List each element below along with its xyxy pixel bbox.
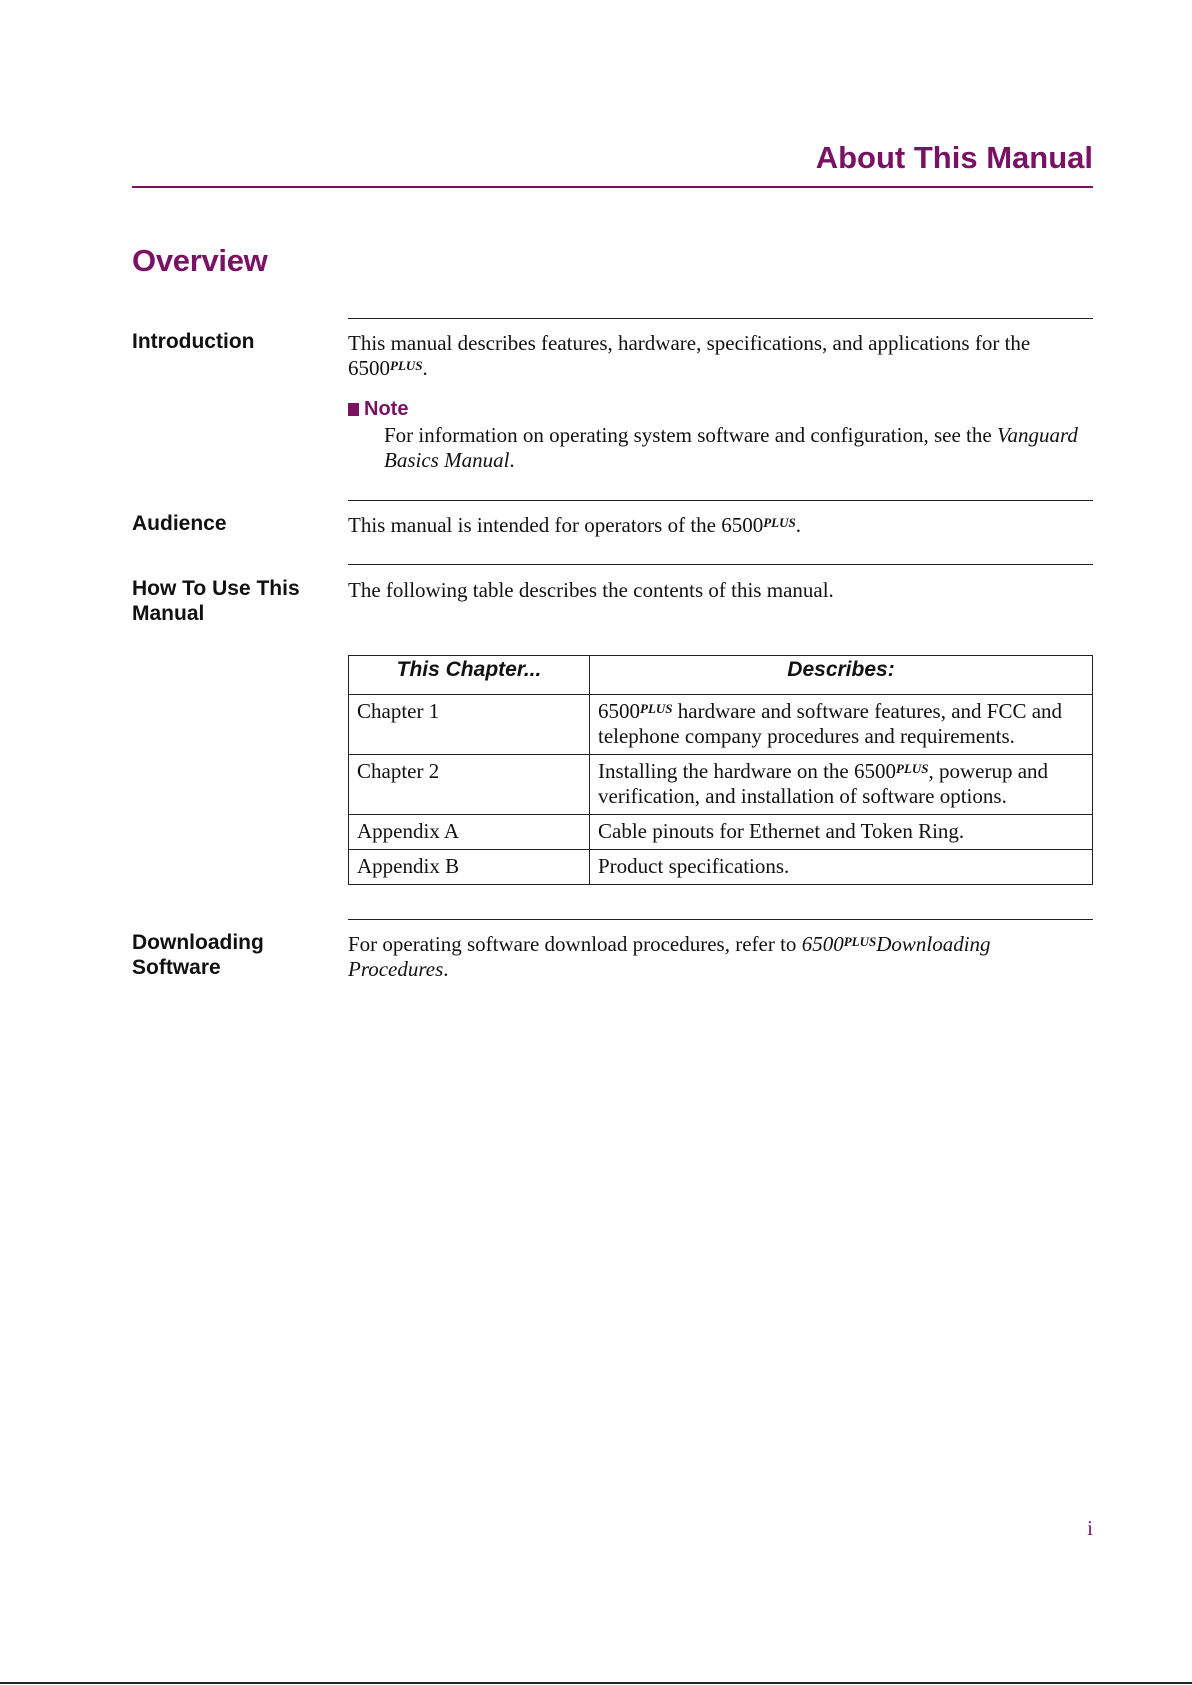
table-row bbox=[349, 695, 1093, 755]
bottom-rule bbox=[0, 1682, 1192, 1684]
plus-superscript: PLUS bbox=[763, 515, 796, 530]
description-cell: Product specifications. bbox=[590, 850, 1093, 885]
description-cell: Cable pinouts for Ethernet and Token Ring. bbox=[590, 815, 1093, 850]
section-rule bbox=[348, 564, 1093, 565]
downloading-label: Downloading Software bbox=[132, 931, 264, 979]
table-header-row bbox=[349, 656, 1093, 695]
how-to-use-text: The following table describes the contents of this manual. bbox=[348, 578, 834, 602]
description-cell bbox=[590, 695, 1093, 755]
section-rule bbox=[348, 919, 1093, 920]
note-period: . bbox=[509, 448, 515, 472]
overview-heading: Overview bbox=[132, 243, 268, 278]
contents-table bbox=[348, 655, 1093, 885]
chapter-cell: Chapter 1 bbox=[349, 695, 590, 755]
description-text: 6500 bbox=[598, 699, 640, 723]
doc-title-part: Downloading Procedures bbox=[348, 932, 991, 981]
note-heading-label: Note bbox=[364, 398, 409, 420]
note-manual-title: Vanguard Basics Manual bbox=[384, 423, 1078, 472]
audience-sentence: This manual is intended for operators of the 6500 bbox=[348, 513, 764, 537]
note-sentence: For information on operating system software and configuration, see the bbox=[384, 423, 997, 447]
downloading-text bbox=[348, 932, 1093, 982]
description-cell bbox=[590, 755, 1093, 815]
chapter-cell: Chapter 2 bbox=[349, 755, 590, 815]
note-bullet-icon bbox=[348, 403, 359, 416]
note-heading bbox=[348, 398, 408, 421]
how-to-use-label: How To Use This Manual bbox=[132, 577, 300, 625]
plus-superscript: PLUS bbox=[896, 761, 929, 776]
downloading-sentence: For operating software download procedures, refer to bbox=[348, 932, 802, 956]
doc-title-part: 6500 bbox=[801, 932, 844, 956]
note-text bbox=[384, 423, 1084, 473]
audience-text bbox=[348, 513, 1093, 538]
table-row bbox=[349, 815, 1093, 850]
page-number: i bbox=[1087, 1516, 1093, 1540]
column-header-chapter: This Chapter... bbox=[349, 656, 590, 695]
chapter-cell: Appendix A bbox=[349, 815, 590, 850]
introduction-sentence: This manual describes features, hardware, specifications, and applications for the 6500 bbox=[348, 331, 1031, 380]
chapter-title: About This Manual bbox=[815, 140, 1093, 175]
column-header-describes: Describes: bbox=[590, 656, 1093, 695]
description-text: hardware and software features, and FCC and telephone company procedures and requirements. bbox=[598, 699, 1063, 748]
description-text: Installing the hardware on the 6500 bbox=[598, 759, 896, 783]
section-rule bbox=[348, 318, 1093, 319]
audience-period: . bbox=[795, 513, 801, 537]
title-rule bbox=[132, 186, 1093, 188]
table-row bbox=[349, 850, 1093, 885]
section-rule bbox=[348, 500, 1093, 501]
description-text: , powerup and verification, and installation of software options. bbox=[598, 759, 1049, 808]
plus-superscript: PLUS bbox=[390, 358, 423, 373]
plus-superscript: PLUS bbox=[843, 934, 877, 949]
introduction-text bbox=[348, 331, 1093, 381]
table-row bbox=[349, 755, 1093, 815]
chapter-cell: Appendix B bbox=[349, 850, 590, 885]
plus-superscript: PLUS bbox=[640, 701, 673, 716]
introduction-label: Introduction bbox=[132, 330, 255, 353]
downloading-period: . bbox=[443, 957, 449, 981]
audience-label: Audience bbox=[132, 512, 227, 535]
introduction-period: . bbox=[422, 356, 428, 380]
